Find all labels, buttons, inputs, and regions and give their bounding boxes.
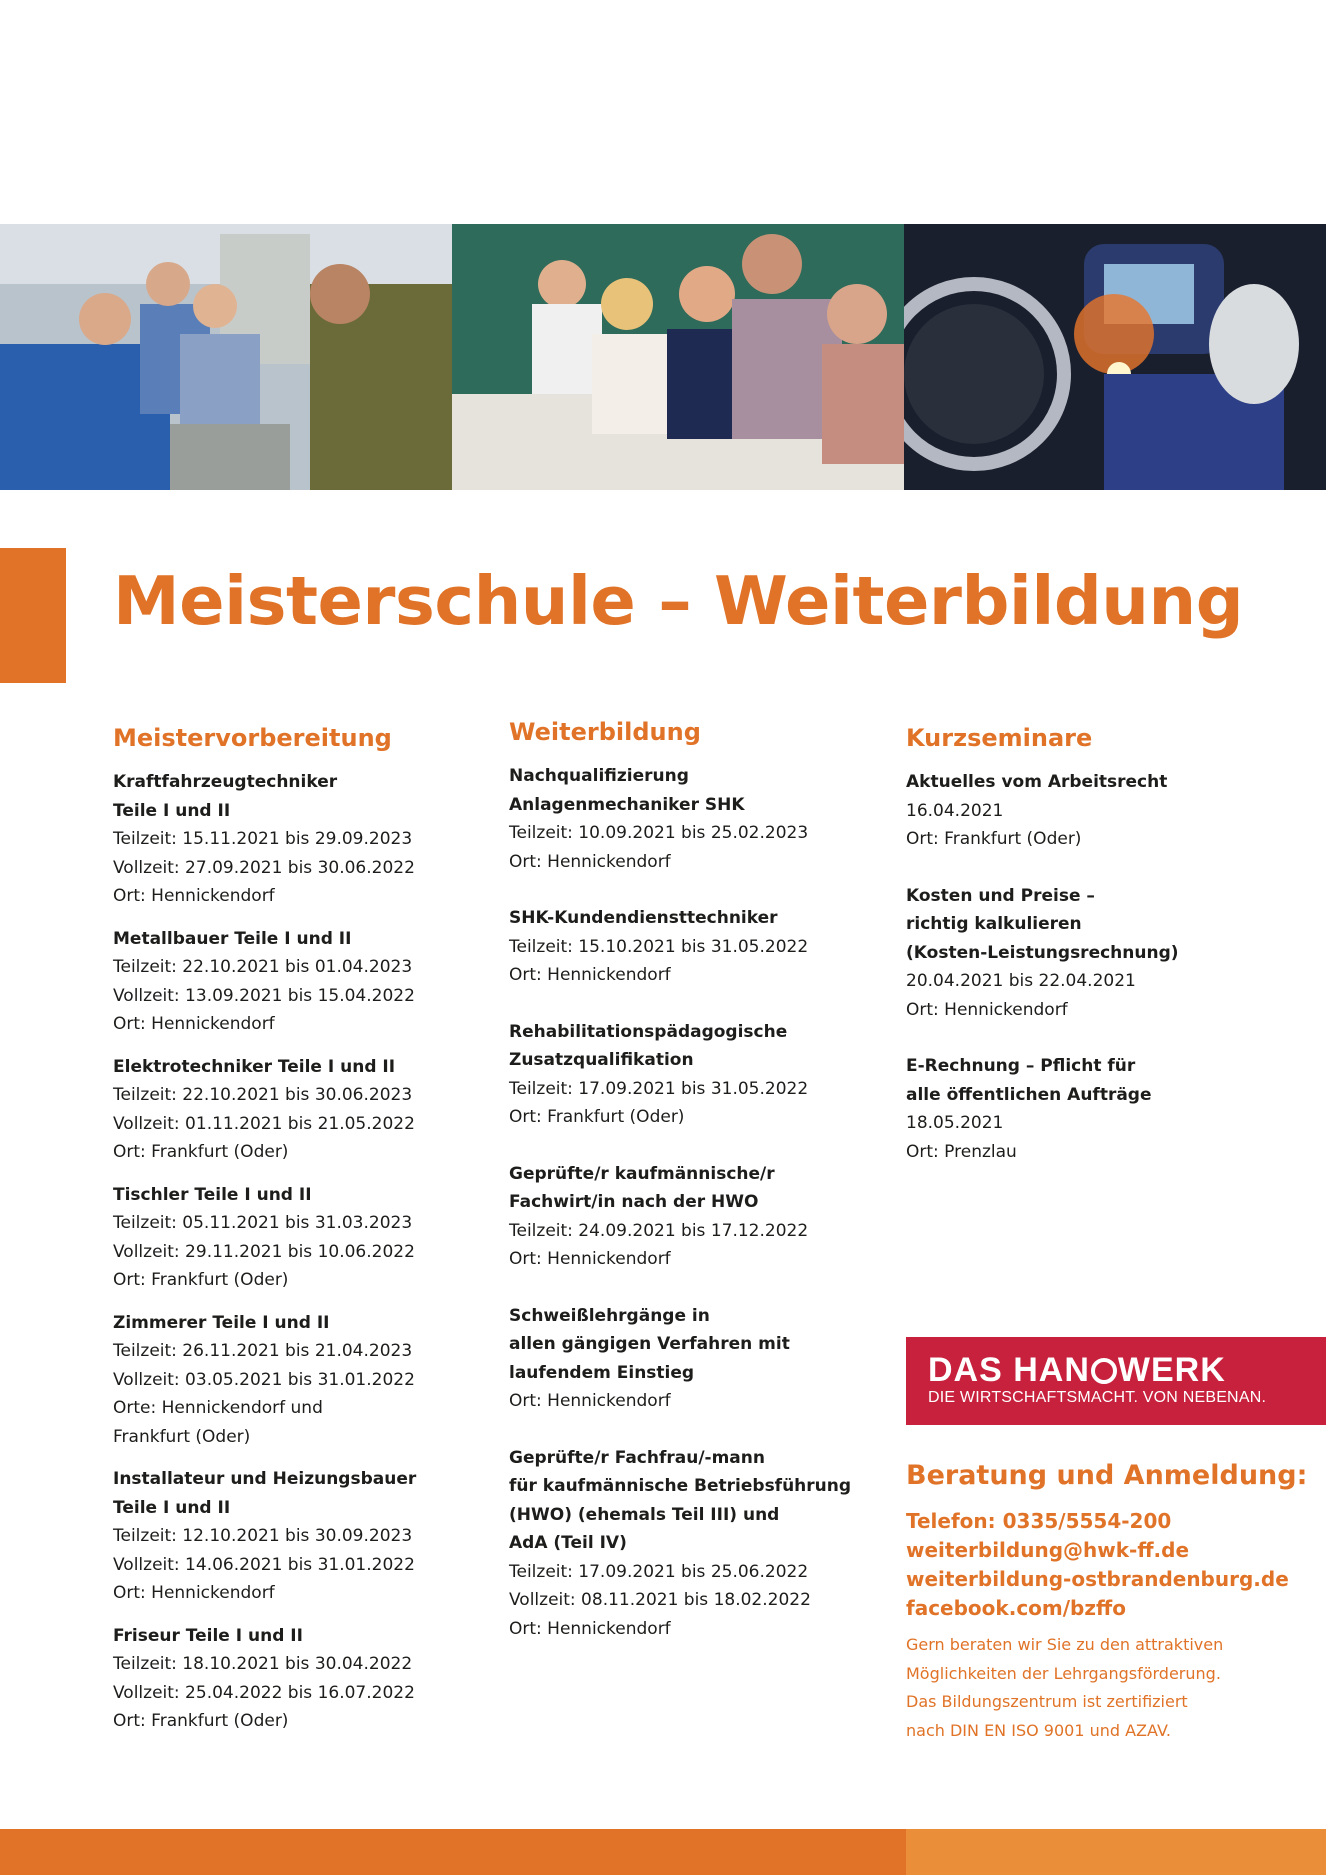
classroom-photo: [452, 224, 904, 490]
course-detail: Teilzeit: 12.10.2021 bis 30.09.2023: [113, 1526, 413, 1546]
note-line: Möglichkeiten der Lehrgangsförderung.: [906, 1663, 1221, 1683]
course-detail: Ort: Hennickendorf: [906, 999, 1068, 1020]
course-title: Metallbauer Teile I und II: [113, 928, 352, 949]
website-link[interactable]: weiterbildung-ostbrandenburg.de: [906, 1567, 1289, 1591]
contact-block: [906, 1457, 1326, 1745]
course-entry: [906, 768, 1316, 854]
course-detail: Ort: Frankfurt (Oder): [906, 829, 1082, 849]
course-detail: Ort: Hennickendorf: [113, 886, 275, 906]
course-detail: Teilzeit: 22.10.2021 bis 01.04.2023: [113, 957, 413, 977]
logo-ring-icon: [1091, 1358, 1117, 1384]
column-heading: Meistervorbereitung: [113, 724, 392, 752]
entry-list: [906, 768, 1316, 1166]
course-entry: [113, 1181, 493, 1295]
course-detail: Ort: Hennickendorf: [509, 1618, 671, 1639]
course-detail: Teilzeit: 10.09.2021 bis 25.02.2023: [509, 823, 809, 843]
course-detail: Ort: Frankfurt (Oder): [509, 1107, 685, 1127]
course-title: Schweißlehrgänge in allen gängigen Verfahren mit laufendem Einstieg: [509, 1305, 790, 1383]
course-detail: Frankfurt (Oder): [113, 1426, 251, 1447]
contact-heading: Beratung und Anmeldung:: [906, 1460, 1308, 1491]
course-title: Installateur und Heizungsbauer Teile I und II: [113, 1469, 417, 1518]
course-entry: [113, 1465, 493, 1608]
course-title: Nachqualifizierung Anlagenmechaniker SHK: [509, 766, 745, 815]
column-heading: Kurzseminare: [906, 724, 1093, 752]
course-detail: Ort: Hennickendorf: [509, 851, 671, 872]
course-detail: 18.05.2021: [906, 1113, 1004, 1133]
footer-bar: [0, 1829, 906, 1875]
entry-list: [509, 762, 889, 1643]
course-detail: Ort: Hennickendorf: [113, 1583, 275, 1603]
column-weiterbildung: [509, 714, 889, 1671]
course-detail: Ort: Frankfurt (Oder): [113, 1270, 289, 1290]
column-heading: Weiterbildung: [509, 718, 701, 746]
course-detail: Vollzeit: 08.11.2021 bis 18.02.2022: [509, 1590, 811, 1610]
course-detail: Teilzeit: 17.09.2021 bis 25.06.2022: [509, 1561, 809, 1582]
column-meistervorbereitung: [113, 720, 493, 1750]
course-detail: Ort: Hennickendorf: [113, 1014, 275, 1034]
orange-accent-tab: [0, 548, 66, 683]
course-entry: [113, 1053, 493, 1167]
course-detail: Vollzeit: 27.09.2021 bis 30.06.2022: [113, 857, 415, 878]
course-entry: [113, 925, 493, 1039]
email-link[interactable]: weiterbildung@hwk-ff.de: [906, 1538, 1190, 1562]
course-detail: Teilzeit: 05.11.2021 bis 31.03.2023: [113, 1213, 413, 1233]
course-detail: Vollzeit: 03.05.2021 bis 31.01.2022: [113, 1369, 415, 1390]
course-entry: [509, 904, 889, 990]
course-entry: [509, 1444, 889, 1644]
course-title: Tischler Teile I und II: [113, 1184, 312, 1205]
course-detail: Teilzeit: 15.11.2021 bis 29.09.2023: [113, 829, 413, 849]
course-detail: Vollzeit: 01.11.2021 bis 21.05.2022: [113, 1113, 415, 1134]
entry-list: [113, 768, 493, 1736]
course-detail: Ort: Hennickendorf: [509, 1391, 671, 1411]
course-detail: Teilzeit: 17.09.2021 bis 31.05.2022: [509, 1078, 809, 1099]
column-kurzseminare: [906, 720, 1316, 1194]
course-title: SHK-Kundendiensttechniker: [509, 908, 778, 928]
course-title: Kraftfahrzeugtechniker Teile I und II: [113, 772, 338, 821]
logo-wordmark: [928, 1351, 1226, 1390]
course-title: Aktuelles vom Arbeitsrecht: [906, 772, 1168, 792]
course-detail: Teilzeit: 15.10.2021 bis 31.05.2022: [509, 936, 809, 957]
course-entry: [113, 1622, 493, 1736]
course-title: Elektrotechniker Teile I und II: [113, 1056, 396, 1077]
note-line: Das Bildungszentrum ist zertifiziert: [906, 1692, 1188, 1711]
course-title: Rehabilitationspädagogische Zusatzqualifikation: [509, 1021, 788, 1070]
logo-tagline: DIE WIRTSCHAFTSMACHT. VON NEBENAN.: [928, 1389, 1267, 1406]
course-title: Geprüfte/r Fachfrau/-mann für kaufmännische Betriebsführung (HWO) (ehemals Teil III) und AdA (Teil IV): [509, 1447, 852, 1553]
course-detail: 20.04.2021 bis 22.04.2021: [906, 971, 1136, 991]
course-detail: 16.04.2021: [906, 800, 1004, 821]
course-entry: [906, 882, 1316, 1025]
photo-strip: [0, 224, 1326, 490]
course-title: Kosten und Preise – richtig kalkulieren (Kosten-Leistungsrechnung): [906, 885, 1179, 963]
course-detail: Vollzeit: 29.11.2021 bis 10.06.2022: [113, 1241, 415, 1262]
workshop-photo: [0, 224, 452, 490]
course-entry: [509, 1302, 889, 1416]
course-detail: Orte: Hennickendorf und: [113, 1398, 323, 1418]
logo-wordmark-part2: WERK: [1117, 1351, 1226, 1389]
footer-bar-light: [906, 1829, 1326, 1875]
course-detail: Ort: Hennickendorf: [509, 965, 671, 985]
note-line: nach DIN EN ISO 9001 und AZAV.: [906, 1720, 1171, 1740]
course-detail: Ort: Prenzlau: [906, 1141, 1017, 1162]
course-detail: Teilzeit: 22.10.2021 bis 30.06.2023: [113, 1085, 413, 1105]
course-detail: Ort: Frankfurt (Oder): [113, 1711, 289, 1731]
course-detail: Teilzeit: 26.11.2021 bis 21.04.2023: [113, 1341, 413, 1361]
course-entry: [113, 768, 493, 911]
course-detail: Ort: Hennickendorf: [509, 1249, 671, 1269]
course-detail: Vollzeit: 25.04.2022 bis 16.07.2022: [113, 1682, 415, 1703]
course-detail: Teilzeit: 18.10.2021 bis 30.04.2022: [113, 1654, 413, 1674]
course-title: Zimmerer Teile I und II: [113, 1312, 330, 1333]
course-detail: Ort: Frankfurt (Oder): [113, 1142, 289, 1162]
course-title: Friseur Teile I und II: [113, 1625, 303, 1646]
note-line: Gern beraten wir Sie zu den attraktiven: [906, 1635, 1224, 1654]
course-entry: [509, 1018, 889, 1132]
course-entry: [906, 1052, 1316, 1166]
course-title: Geprüfte/r kaufmännische/r Fachwirt/in nach der HWO: [509, 1163, 775, 1212]
das-handwerk-logo: [906, 1337, 1326, 1425]
course-title: E-Rechnung – Pflicht für alle öffentlichen Aufträge: [906, 1056, 1152, 1105]
course-entry: [509, 762, 889, 876]
course-entry: [113, 1309, 493, 1452]
course-detail: Teilzeit: 24.09.2021 bis 17.12.2022: [509, 1220, 809, 1241]
course-detail: Vollzeit: 13.09.2021 bis 15.04.2022: [113, 985, 415, 1006]
facebook-link[interactable]: facebook.com/bzffo: [906, 1596, 1126, 1620]
contact-note: [906, 1631, 1326, 1745]
phone-number[interactable]: Telefon: 0335/5554-200: [906, 1509, 1172, 1533]
course-entry: [509, 1160, 889, 1274]
welding-photo: [904, 224, 1326, 490]
page-title: Meisterschule – Weiterbildung: [113, 562, 1244, 640]
logo-wordmark-part1: DAS HAN: [928, 1351, 1090, 1389]
course-detail: Vollzeit: 14.06.2021 bis 31.01.2022: [113, 1554, 415, 1575]
